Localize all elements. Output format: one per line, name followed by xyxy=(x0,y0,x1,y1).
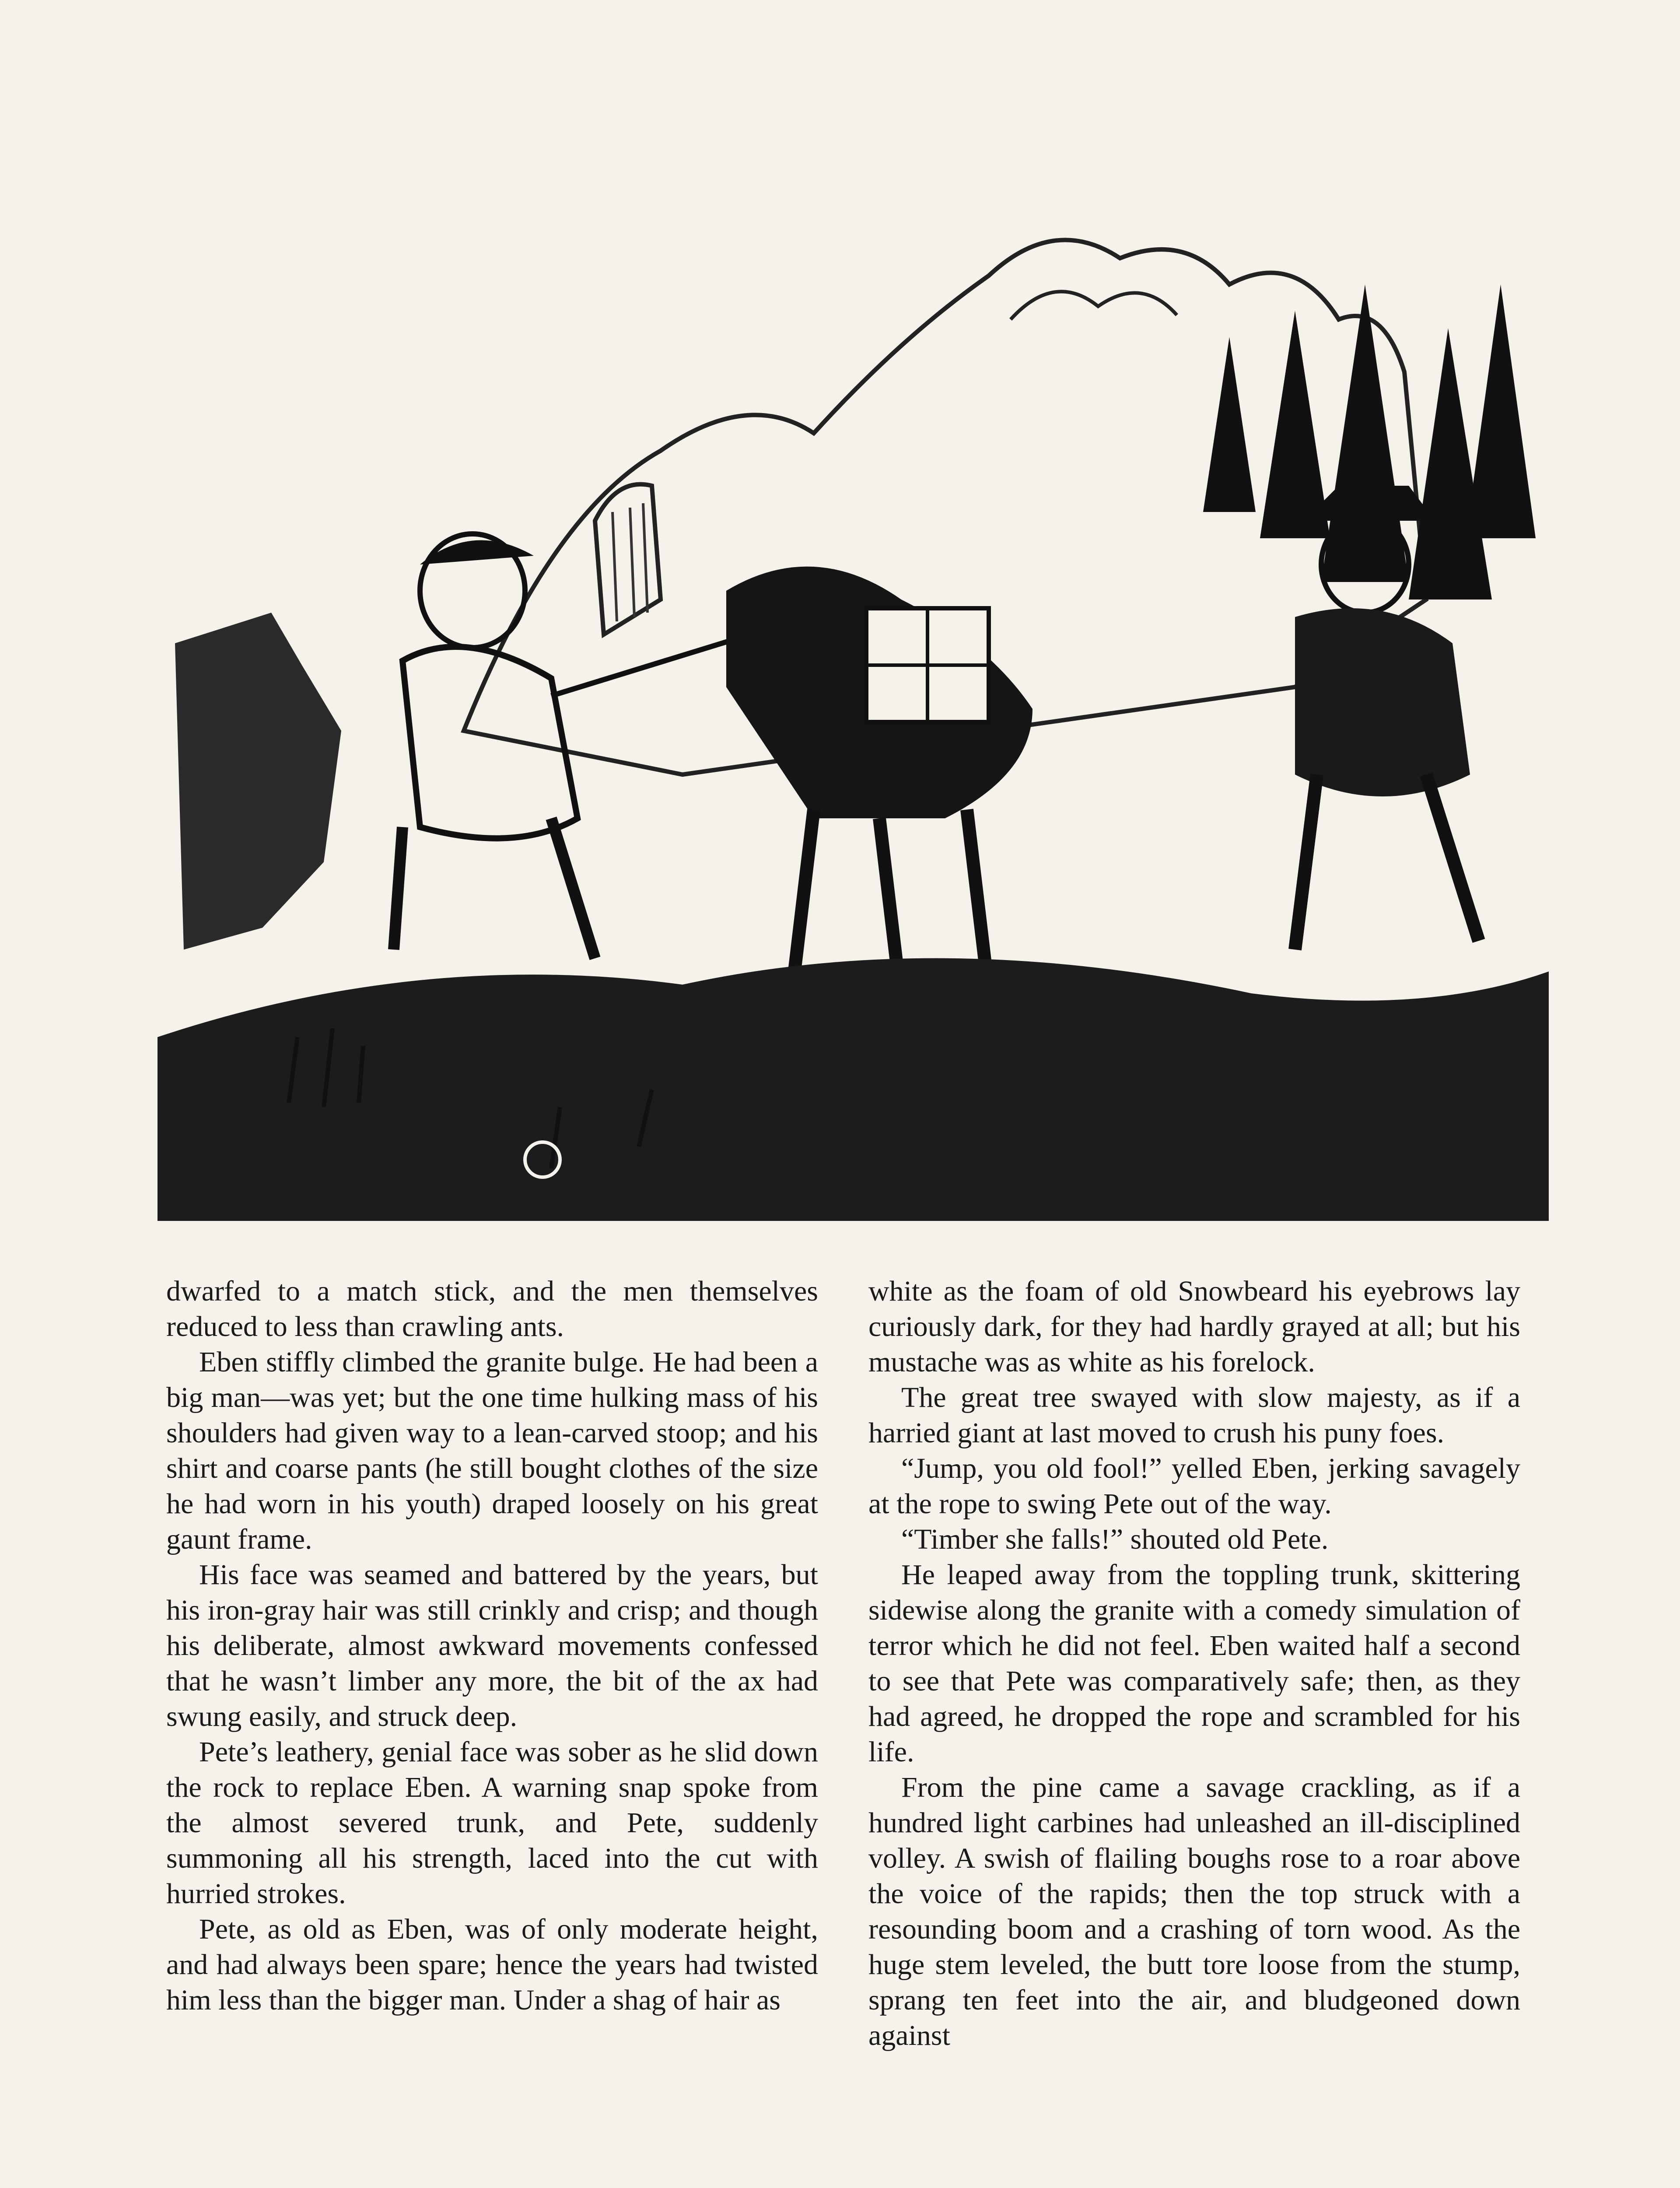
paragraph: Pete’s leathery, genial face was sober as he slid down the rock to replace Eben. A warning snap spoke from the almost severed trunk, and Pete, suddenly summoning all his strength, laced into the cut with hurried strokes. xyxy=(166,1736,818,1910)
article-right-column xyxy=(868,1273,1520,2053)
paragraph: dwarfed to a match stick, and the men themselves reduced to less than crawling ants. xyxy=(166,1275,818,1343)
paragraph: He leaped away from the toppling trunk, skittering sidewise along the granite with a comedy simulation of terror which he did not feel. Eben waited half a second to see that Pete was comparatively safe; then, as they had agreed, he dropped the rope and scrambled for his life. xyxy=(868,1559,1520,1768)
paragraph: Pete, as old as Eben, was of only moderate height, and had always been spare; hence the years had twisted him less than the bigger man. Under a shag of hair as xyxy=(166,1913,818,2016)
paragraph: The great tree swayed with slow majesty, as if a harried giant at last moved to crush his puny foes. xyxy=(868,1382,1520,1449)
paragraph: Eben stiffly climbed the granite bulge. He had been a big man—was yet; but the one time hulking mass of his shoulders had given way to a lean-carved stoop; and his shirt and coarse pants (he still bought clothes of the size he had worn in his youth) draped loosely on his great gaunt frame. xyxy=(166,1346,818,1555)
paragraph: From the pine came a savage crackling, as if a hundred light carbines had unleashed an ill-disciplined volley. A swish of flailing boughs rose to a roar above the voice of the rapids; then the top struck with a resounding boom and a crashing of torn wood. As the huge stem leveled, the butt tore loose from the stump, sprang ten feet into the air, and bludgeoned down against xyxy=(868,1771,1520,2051)
article-left-column xyxy=(166,1273,818,2018)
story-illustration xyxy=(158,206,1549,1221)
paragraph: white as the foam of old Snowbeard his eyebrows lay curiously dark, for they had hardly grayed at all; but his mustache was as white as his forelock. xyxy=(868,1275,1520,1378)
paragraph: “Timber she falls!” shouted old Pete. xyxy=(901,1523,1329,1555)
paragraph: His face was seamed and battered by the years, but his iron-gray hair was still crinkly and crisp; and though his deliberate, almost awkward movements confessed that he wasn’t limber any more, the bit of the ax had swung easily, and struck deep. xyxy=(166,1559,818,1732)
paragraph: “Jump, you old fool!” yelled Eben, jerking savagely at the rope to swing Pete out of the way. xyxy=(868,1452,1520,1520)
